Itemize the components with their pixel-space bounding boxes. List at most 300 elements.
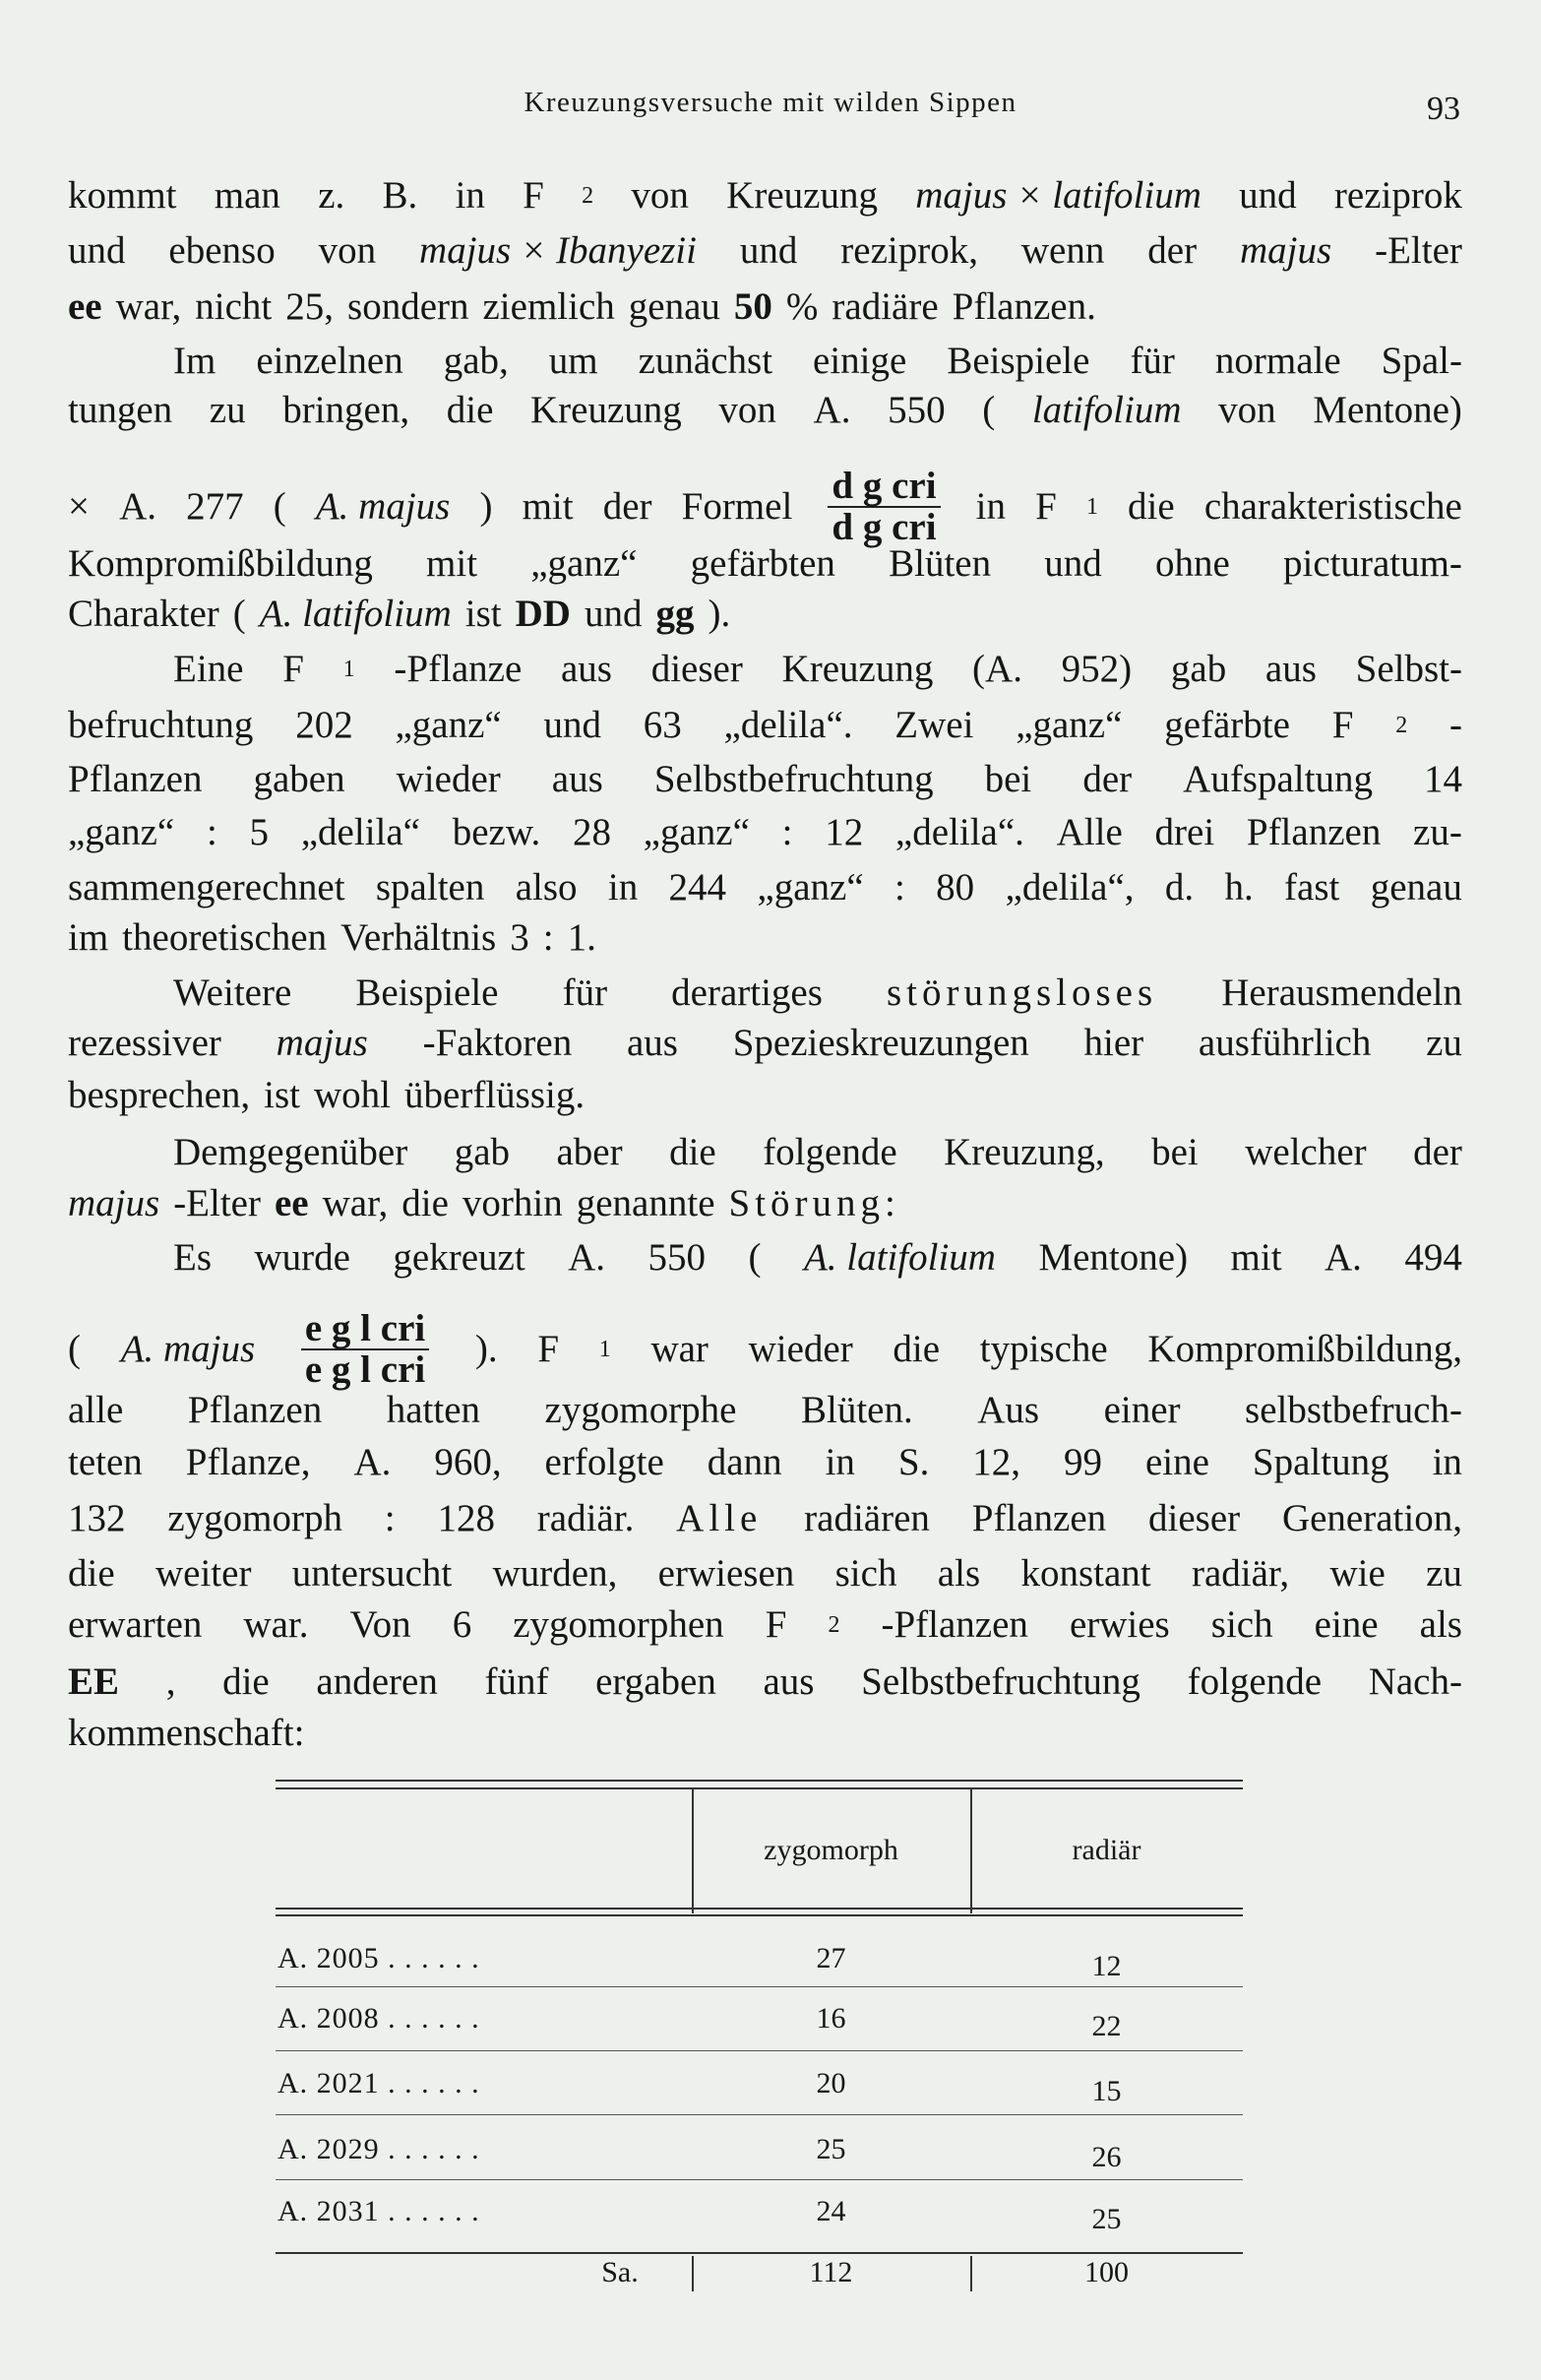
text-word: gaben [253, 758, 345, 800]
text-word: Spezieskreuzungen [732, 1022, 1029, 1064]
text-word: bezw. [452, 811, 541, 853]
text-word: F [282, 648, 304, 690]
text-word: in [1432, 1441, 1462, 1483]
text-word: wie [1329, 1552, 1386, 1595]
text-word: derartiges [671, 971, 823, 1014]
text-segment: -Elter [1375, 229, 1462, 272]
text-word: „delila“, [1005, 866, 1135, 908]
text-word: ( [982, 389, 996, 431]
cell-zygomorph: 25 [816, 2133, 846, 2165]
text-word: 14 [1424, 758, 1462, 800]
text-word: A. [353, 1441, 392, 1483]
text-word: radiäre [832, 285, 939, 328]
text-word: mit [522, 485, 574, 528]
cell-radiar: 15 [1091, 2075, 1122, 2107]
text-word: spalten [375, 866, 485, 908]
text-word: 3 [510, 916, 529, 959]
formula-denominator: e g l cri [304, 1348, 426, 1391]
text-line [68, 1440, 1462, 1485]
text-word: gab, [443, 340, 509, 382]
text-word: aus [560, 648, 612, 690]
text-word: fast [1284, 866, 1340, 908]
text-word: einer [1103, 1389, 1181, 1431]
sum-zygomorph: 112 [809, 2256, 853, 2288]
text-word: Spaltung [1252, 1441, 1389, 1483]
text-word: 63 [643, 704, 682, 746]
text-word: F [765, 1603, 787, 1646]
text-word: welcher [1245, 1131, 1367, 1173]
text-line [68, 1021, 1462, 1066]
text-segment: - [1449, 704, 1462, 746]
text-word: Zwei [894, 704, 974, 746]
text-word: -Pflanze [394, 648, 523, 690]
text-word: besprechen, [68, 1074, 251, 1116]
text-word: ( [232, 593, 246, 635]
text-word: typische [979, 1328, 1108, 1370]
text-word: war, [115, 285, 182, 328]
row-label: A. 2005 . . . . . . [277, 1942, 480, 1974]
text-word: 132 [68, 1497, 126, 1539]
text-word: normale [1214, 340, 1341, 382]
text-word: „ganz“ [1016, 704, 1123, 746]
text-word: 6 [452, 1603, 472, 1646]
text-word: die [893, 1328, 941, 1370]
text-line [68, 1309, 1462, 1390]
text-word: B. [382, 174, 418, 217]
text-word: Im [173, 340, 216, 382]
text-word: gekreuzt [393, 1236, 525, 1279]
row-divider [276, 2114, 1243, 2115]
text-word: 12 [825, 811, 864, 853]
text-word: Kompromißbildung [68, 542, 373, 585]
text-word: -Faktoren [422, 1022, 573, 1064]
text-word: A. [813, 389, 851, 431]
text-word: wurde [254, 1236, 350, 1279]
text-word: erfolgte [544, 1441, 664, 1483]
text-word: als [1419, 1603, 1462, 1646]
text-word: 960, [434, 1441, 502, 1483]
text-word: weiter [155, 1552, 252, 1595]
text-segment: 2 [828, 1612, 840, 1638]
text-word: Es [173, 1236, 212, 1279]
text-word: „delila“ [300, 811, 420, 853]
text-word: man [214, 174, 280, 217]
text-word: „ganz“ [643, 811, 750, 853]
text-word: ( [748, 1236, 762, 1279]
formula-denominator: d g cri [832, 506, 937, 548]
text-word: Beispiele [355, 971, 499, 1014]
text-segment: ). [708, 593, 731, 635]
text-line [68, 467, 1462, 547]
text-word: vorhin [462, 1182, 563, 1224]
text-word: , [165, 1660, 176, 1703]
col-header-zygomorph: zygomorph [764, 1834, 898, 1866]
text-segment: latifolium [1031, 389, 1182, 431]
text-word: wurden, [492, 1552, 618, 1595]
text-line [68, 228, 1462, 274]
text-word: „ganz“ [68, 811, 175, 853]
text-word: von [631, 174, 689, 217]
text-word: ). [474, 1328, 498, 1370]
text-segment: EE [68, 1660, 120, 1703]
cell-radiar: 26 [1091, 2141, 1122, 2173]
text-word: Demgegenüber [173, 1131, 408, 1173]
text-line [68, 1602, 1462, 1648]
text-line [68, 1711, 1462, 1756]
text-word: in [455, 174, 485, 217]
text-word: „delila“. [894, 811, 1024, 853]
text-word: aus [763, 1660, 815, 1703]
text-line [68, 1496, 1462, 1541]
text-segment: ist [464, 593, 502, 635]
text-word: konstant [1020, 1552, 1151, 1595]
sum-label: Sa. [601, 2256, 639, 2288]
text-segment: A. majus [315, 485, 451, 528]
text-segment: ee [274, 1182, 309, 1224]
text-word: erwarten [68, 1603, 203, 1646]
text-word: 99 [1064, 1441, 1103, 1483]
text-word: zygomorphe [544, 1389, 737, 1431]
text-word: d. [1164, 866, 1195, 908]
text-word: ergaben [595, 1660, 716, 1703]
text-word: radiär, [1191, 1552, 1290, 1595]
text-line [68, 810, 1462, 855]
text-word: Spal- [1381, 340, 1462, 382]
text-word: 80 [936, 866, 975, 908]
text-segment: A. majus [120, 1328, 256, 1370]
text-segment: ee [68, 285, 102, 328]
text-word: Kreuzung, [944, 1131, 1105, 1173]
text-line [68, 592, 1462, 637]
text-line [68, 1551, 1462, 1597]
text-word: von [1218, 389, 1276, 431]
text-word: in [975, 485, 1007, 528]
text-line [68, 757, 1462, 802]
text-word: ) [479, 485, 493, 528]
text-word: 5 [249, 811, 270, 853]
text-word: sondern [347, 285, 469, 328]
text-word: zygomorphen [513, 1603, 724, 1646]
text-word: aus [626, 1022, 678, 1064]
text-word: gefärbten [690, 542, 835, 585]
text-word: 12, [972, 1441, 1021, 1483]
text-word: S. [897, 1441, 930, 1483]
text-word: Von [349, 1603, 411, 1646]
text-word: und [1044, 542, 1102, 585]
text-word: eine [1314, 1603, 1379, 1646]
text-word: 550 [888, 389, 946, 431]
text-word: „ganz“ [757, 866, 864, 908]
text-word: Charakter [68, 593, 219, 635]
cell-zygomorph: 24 [816, 2195, 846, 2227]
text-segment: rezessiver [68, 1022, 221, 1064]
text-segment: majus [276, 1022, 368, 1064]
text-word: anderen [316, 1660, 438, 1703]
text-word: bei [984, 758, 1032, 800]
text-word: F [537, 1328, 560, 1370]
text-line [68, 173, 1462, 219]
text-segment: 1 [342, 657, 355, 682]
text-word: aus [1264, 648, 1317, 690]
text-word: Aufspaltung [1183, 758, 1373, 800]
text-word: radiär. [536, 1497, 635, 1539]
text-word: untersucht [291, 1552, 453, 1595]
text-word: 28 [572, 811, 611, 853]
text-word: Aus [977, 1389, 1040, 1431]
text-word: Weitere [173, 971, 292, 1014]
text-word: sich [834, 1552, 897, 1595]
text-word: A. [119, 485, 157, 528]
text-word: Mentone) [1038, 1236, 1189, 1279]
text-word: Pflanzen. [952, 285, 1096, 328]
text-segment: 1 [598, 1337, 611, 1362]
text-word: genannte [576, 1182, 715, 1224]
text-line [173, 1130, 1462, 1175]
text-word: fünf [484, 1660, 549, 1703]
text-word: Pflanzen [68, 758, 203, 800]
text-segment: gg [655, 593, 695, 635]
text-word: drei [1154, 811, 1215, 853]
text-word: genau [628, 285, 720, 328]
text-word: zu [1426, 1552, 1462, 1595]
text-word: war [650, 1328, 709, 1370]
row-label: A. 2031 . . . . . . [277, 2195, 480, 2227]
text-line [68, 1660, 1462, 1705]
text-word: war, [322, 1182, 389, 1224]
text-word: erwies [1069, 1603, 1170, 1646]
cell-radiar: 22 [1091, 2010, 1122, 2042]
text-word: mit [426, 542, 478, 585]
text-word: Generation, [1281, 1497, 1462, 1539]
text-word: gab [1170, 648, 1227, 690]
text-word: und [739, 229, 798, 272]
sum-radiar: 100 [1084, 2256, 1129, 2288]
text-segment: A. latifolium [803, 1236, 996, 1279]
row-label: A. 2008 . . . . . . [277, 2002, 480, 2035]
text-word: Alle [1056, 811, 1123, 853]
text-word: reziprok, [840, 229, 978, 272]
text-word: charakteristische [1203, 485, 1462, 528]
text-word: 952) [1061, 648, 1133, 690]
text-word: : [542, 916, 554, 959]
text-word: ausführlich [1198, 1022, 1372, 1064]
text-segment: und [584, 593, 643, 635]
text-word: Blüten [889, 542, 992, 585]
text-word: Beispiele [947, 340, 1090, 382]
text-word: 494 [1404, 1236, 1462, 1279]
text-word: 277 [186, 485, 244, 528]
text-segment: störungsloses [886, 971, 1158, 1014]
text-segment: -Elter [173, 1182, 261, 1224]
text-word: die [669, 1131, 716, 1173]
text-word: aber [556, 1131, 623, 1173]
text-word: (A. [972, 648, 1022, 690]
text-word: die [222, 1660, 270, 1703]
text-word: aus [551, 758, 603, 800]
running-title: Kreuzungsversuche mit wilden Sippen [524, 87, 1017, 118]
text-word: A. [1325, 1236, 1362, 1279]
text-line [68, 1181, 1462, 1226]
text-line [68, 541, 1462, 587]
text-segment: kommenschaft: [68, 1712, 305, 1754]
text-word: F [523, 174, 544, 217]
text-word: 1. [567, 916, 596, 959]
text-word: Blüten. [801, 1389, 913, 1431]
text-word: : [894, 866, 905, 908]
text-word: tungen [68, 389, 173, 431]
cell-zygomorph: 16 [816, 2002, 846, 2035]
text-word: zunächst [638, 340, 773, 382]
text-word: A. [568, 1236, 606, 1279]
text-line [68, 1073, 1462, 1118]
text-word: zygomorph [167, 1497, 342, 1539]
formula-numerator: e g l cri [301, 1309, 429, 1350]
text-word: gab [454, 1131, 511, 1173]
text-word: Selbstbefruchtung [861, 1660, 1140, 1703]
text-word: dieser [1148, 1497, 1241, 1539]
text-word: befruchtung [68, 704, 254, 746]
text-word: Formel [681, 485, 793, 528]
text-word: „delila“. [723, 704, 853, 746]
text-word: für [1130, 340, 1175, 382]
text-word: × [68, 485, 90, 528]
text-word: Pflanzen [971, 1497, 1107, 1539]
text-segment: Alle [676, 1497, 763, 1539]
text-word: von [318, 229, 377, 272]
col-header-radiar: radiär [1072, 1834, 1141, 1866]
row-label: A. 2021 . . . . . . [277, 2067, 480, 2099]
text-line [68, 284, 1462, 330]
text-word: dieser [650, 648, 743, 690]
text-line [68, 865, 1462, 910]
text-word: in [607, 866, 639, 908]
text-word: reziprok [1333, 174, 1462, 217]
text-word: folgende [763, 1131, 897, 1173]
text-word: einige [813, 340, 907, 382]
text-segment: 2 [1395, 713, 1408, 738]
text-word: zu [209, 389, 246, 431]
text-segment: 1 [1085, 494, 1098, 520]
text-word: als [937, 1552, 981, 1595]
text-segment: 50 [733, 285, 772, 328]
text-word: picturatum- [1282, 542, 1462, 585]
text-word: der [1147, 229, 1198, 272]
text-word: dann [707, 1441, 782, 1483]
text-word: zu- [1413, 811, 1462, 853]
text-word: F [1331, 704, 1354, 746]
row-label: A. 2029 . . . . . . [277, 2133, 480, 2165]
text-word: wieder [748, 1328, 853, 1370]
text-word: hier [1083, 1022, 1144, 1064]
text-segment: DD [515, 593, 571, 635]
text-word: „ganz“ [530, 542, 638, 585]
text-word: sich [1210, 1603, 1273, 1646]
page-number: 93 [1427, 91, 1460, 127]
text-line [173, 971, 1462, 1016]
text-word: um [548, 340, 598, 382]
text-word: % [785, 285, 819, 328]
text-word: und [68, 229, 126, 272]
text-word: ( [273, 485, 286, 528]
text-word: bringen, [282, 389, 410, 431]
text-word: ziemlich [482, 285, 615, 328]
text-line [173, 1235, 1462, 1281]
text-word: der [1413, 1131, 1462, 1173]
text-word: Eine [173, 648, 244, 690]
row-divider [276, 1986, 1243, 1987]
text-line [173, 339, 1462, 384]
text-line [68, 915, 1462, 961]
text-word: in [825, 1441, 855, 1483]
text-word: Nach- [1368, 1660, 1462, 1703]
text-word: wenn [1020, 229, 1105, 272]
text-word: : [384, 1497, 396, 1539]
text-word: erwiesen [657, 1552, 795, 1595]
text-word: Selbstbefruchtung [653, 758, 934, 800]
text-word: Pflanzen [187, 1389, 323, 1431]
text-word: Verhältnis [340, 916, 497, 959]
text-word: für [562, 971, 608, 1014]
text-word: z. [318, 174, 345, 217]
text-line [173, 647, 1462, 692]
text-word: -Pflanzen [881, 1603, 1028, 1646]
text-word: die [401, 1182, 449, 1224]
text-word: Pflanze, [185, 1441, 311, 1483]
text-word: zu [1426, 1022, 1462, 1064]
text-segment: majus × latifolium [915, 174, 1202, 217]
cell-radiar: 12 [1091, 1950, 1122, 1982]
text-word: F [1035, 485, 1057, 528]
text-word: Mentone) [1313, 389, 1462, 431]
formula-numerator: d g cri [828, 467, 940, 508]
text-word: 25, [285, 285, 335, 328]
results-table [276, 1780, 1243, 2291]
text-word: teten [68, 1441, 143, 1483]
text-word: : [781, 811, 793, 853]
text-word: „ganz“ [395, 704, 502, 746]
text-word: hatten [386, 1389, 481, 1431]
text-word: genau [1370, 866, 1462, 908]
text-segment: majus × Ibanyezii [419, 229, 697, 272]
text-word: von [718, 389, 776, 431]
text-segment: Herausmendeln [1221, 971, 1462, 1014]
text-word: und [1239, 174, 1297, 217]
text-word: war. [243, 1603, 309, 1646]
text-word: bei [1151, 1131, 1199, 1173]
text-segment: Störung: [728, 1182, 900, 1224]
genotype-formula [301, 1309, 429, 1390]
text-word: 550 [647, 1236, 707, 1279]
text-word: wieder [396, 758, 501, 800]
text-segment: majus [1240, 229, 1332, 272]
text-word: Kreuzung [726, 174, 878, 217]
text-word: wohl [314, 1074, 392, 1116]
text-word: also [515, 866, 578, 908]
genotype-formula [828, 467, 940, 547]
text-word: gefärbte [1164, 704, 1290, 746]
text-word: mit [1230, 1236, 1282, 1279]
text-word: Selbst- [1355, 648, 1462, 690]
text-word: im [68, 916, 109, 959]
row-divider [276, 2179, 1243, 2180]
text-word: selbstbefruch- [1245, 1389, 1462, 1431]
text-word: ebenso [168, 229, 276, 272]
text-word: und [543, 704, 601, 746]
text-segment: ( [68, 1328, 81, 1370]
cell-zygomorph: 27 [816, 1942, 846, 1974]
text-word: 202 [295, 704, 353, 746]
text-word: 244 [668, 866, 727, 908]
